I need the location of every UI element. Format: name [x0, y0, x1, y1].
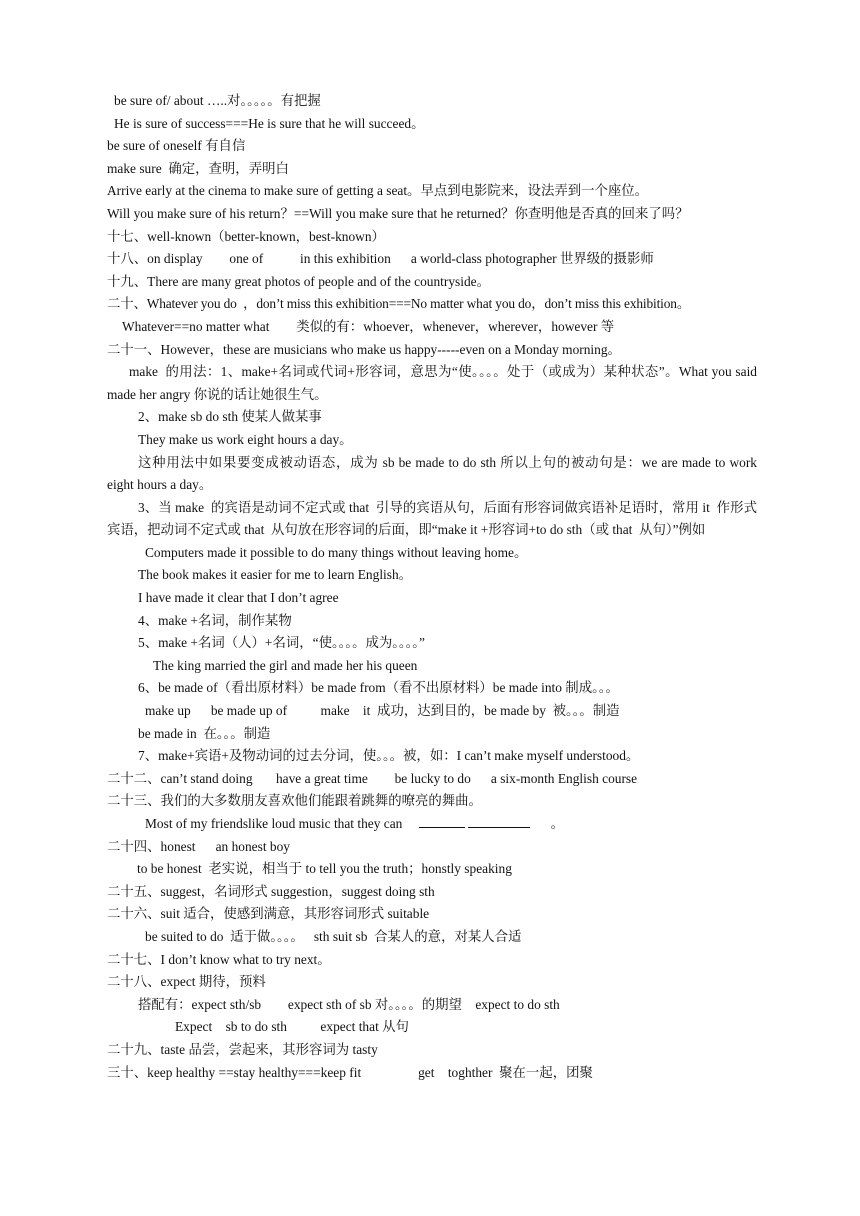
- answer-blank: [419, 813, 465, 828]
- text-line: Expect sb to do sth expect that 从句: [175, 1019, 409, 1035]
- text-line: 2、make sb do sth 使某人做某事: [138, 409, 322, 425]
- text-line: The book makes it easier for me to learn English。: [138, 567, 413, 583]
- text-line: 十七、well-known（better-known，best-known）: [107, 228, 385, 244]
- text-line: 4、make +名词，制作某物: [138, 612, 292, 628]
- text-line: 二十八、expect 期待，预料: [107, 974, 266, 990]
- text-paragraph: 3、当 make 的宾语是动词不定式或 that 引导的宾语从句，后面有形容词做宾语补足语时，常用 it 作形式宾语，把动词不定式或 that 从句放在形容词的后面，即“make it +形容词+to do sth（或 that 从句）”例如: [107, 499, 757, 538]
- text-line: to be honest 老实说，相当于 to tell you the truth；honstly speaking: [137, 861, 512, 877]
- text-line: 三十、keep healthy ==stay healthy===keep fit get toghther 聚在一起，团聚: [107, 1064, 593, 1080]
- text-line: 二十九、taste 品尝，尝起来，其形容词为 tasty: [107, 1041, 378, 1057]
- text-line: 搭配有：expect sth/sb expect sth of sb 对。。。。的期望 expect to do sth: [138, 996, 560, 1012]
- text-line: be sure of/ about …..对。。。。。有把握: [114, 93, 321, 108]
- text-line: I have made it clear that I don’t agree: [138, 590, 339, 606]
- text-line: 二十二、can’t stand doing have a great time be lucky to do a six-month English course: [107, 770, 638, 786]
- text-line: The king married the girl and made her his queen: [153, 657, 418, 673]
- text-line: 6、be made of（看出原材料）be made from（看不出原材料）be made into 制成。。。: [138, 680, 619, 696]
- text-line: 十九、There are many great photos of people and of the countryside。: [107, 273, 490, 289]
- text-line: 5、make +名词（人）+名词，“使。。。。成为。。。。”: [138, 635, 425, 651]
- text-line: make up be made up of make it 成功，达到目的，be made by 被。。。制造: [145, 703, 620, 719]
- text-line: 二十七、I don’t know what to try next。: [107, 951, 331, 967]
- text-line: 二十五、suggest，名词形式 suggestion，suggest doing sth: [107, 883, 435, 899]
- text-line: Computers made it possible to do many things without leaving home。: [145, 544, 528, 560]
- text-segment: Most of my friendslike loud music that they can: [145, 816, 403, 831]
- text-line: Arrive early at the cinema to make sure of getting a seat。早点到电影院来，设法弄到一个座位。: [107, 183, 649, 199]
- text-line: be made in 在。。。制造: [138, 725, 271, 741]
- text-paragraph: 这种用法中如果要变成被动语态，成为 sb be made to do sth 所以上句的被动句是：we are made to work eight hours a day。: [107, 454, 761, 493]
- text-line: They make us work eight hours a day。: [138, 431, 353, 447]
- text-line: 二十一、However，these are musicians who make us happy-----even on a Monday morning。: [107, 341, 621, 357]
- text-line: 7、make+宾语+及物动词的过去分词，使。。。被，如：I can’t make myself understood。: [138, 748, 640, 764]
- text-line: 二十四、honest an honest boy: [107, 838, 290, 854]
- fill-in-blank-line: [107, 813, 757, 836]
- text-line: 二十、Whatever you do ，don’t miss this exhibition===No matter what you do，don’t miss this exhibition。: [107, 296, 691, 312]
- document-body: [107, 90, 761, 1084]
- text-line: Whatever==no matter what 类似的有：whoever，whenever，wherever，however 等: [122, 318, 615, 334]
- text-line: make sure 确定，查明，弄明白: [107, 160, 289, 176]
- text-line: 二十三、我们的大多数朋友喜欢他们能跟着跳舞的嘹亮的舞曲。: [107, 793, 482, 809]
- text-line: be sure of oneself 有自信: [107, 138, 246, 154]
- text-segment: 。: [550, 816, 564, 831]
- answer-blank: [468, 813, 530, 828]
- text-line: He is sure of success===He is sure that he will succeed。: [114, 115, 425, 131]
- text-line: 二十六、suit 适合，使感到满意，其形容词形式 suitable: [107, 906, 430, 922]
- text-line: 十八、on display one of in this exhibition a world-class photographer 世界级的摄影师: [107, 251, 654, 267]
- text-paragraph: Will you make sure of his return？==Will you make sure that he returned？你查明他是否真的回来了吗？: [107, 205, 689, 221]
- text-line: be suited to do 适于做。。。。 sth suit sb 合某人的意，对某人合适: [145, 928, 522, 944]
- text-paragraph: make 的用法：1、make+名词或代词+形容词，意思为“使。。。。处于（或成为）某种状态”。What you said made her angry 你说的话让她很生气。: [107, 364, 761, 402]
